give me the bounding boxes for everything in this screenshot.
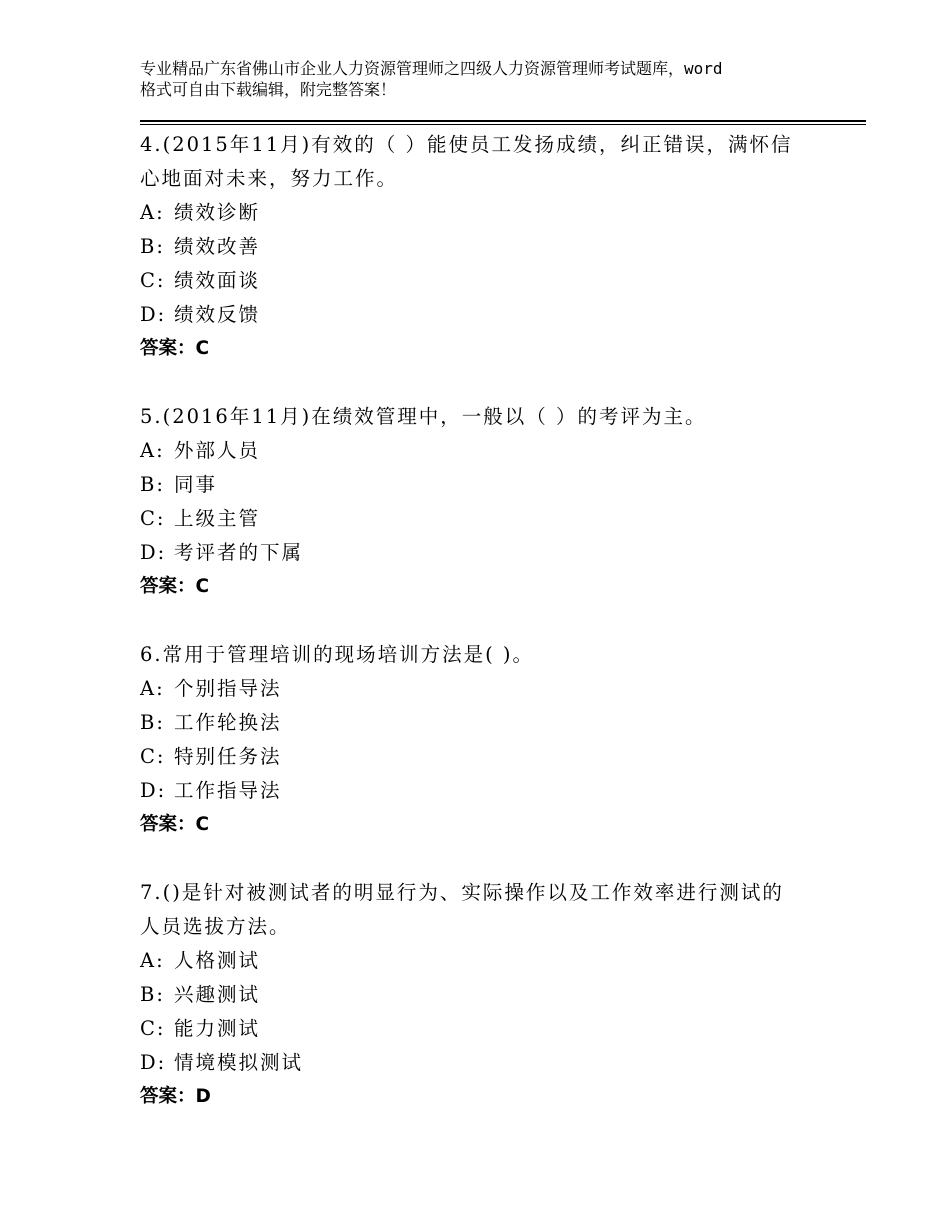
question-stem	[140, 638, 800, 672]
question-stem-line-1: 6.常用于管理培训的现场培训方法是( )。	[140, 643, 535, 666]
option-a	[140, 434, 840, 468]
header-divider	[140, 120, 866, 125]
option-letter: D:	[140, 1051, 167, 1074]
document-header	[140, 58, 840, 100]
question-stem	[140, 128, 800, 196]
option-letter: A:	[140, 677, 165, 700]
question-stem-line-1: 5.(2016年11月)在绩效管理中，一般以（ ）的考评为主。	[140, 405, 707, 428]
answer-label: 答案：C	[140, 814, 210, 835]
header-divider-thick	[140, 120, 866, 122]
option-letter: A:	[140, 201, 165, 224]
option-letter: D:	[140, 541, 167, 564]
option-text: 工作指导法	[174, 779, 282, 802]
question-stem	[140, 876, 800, 944]
option-d	[140, 774, 840, 808]
option-text: 同事	[174, 473, 218, 496]
option-b	[140, 978, 840, 1012]
option-text: 绩效面谈	[174, 269, 261, 292]
option-text: 人格测试	[174, 949, 261, 972]
option-c	[140, 264, 840, 298]
question-7	[140, 876, 840, 1114]
option-a	[140, 196, 840, 230]
question-spacer	[140, 366, 840, 400]
option-b	[140, 468, 840, 502]
option-letter: A:	[140, 439, 165, 462]
option-b	[140, 706, 840, 740]
option-letter: C:	[140, 269, 166, 292]
option-c	[140, 502, 840, 536]
option-letter: D:	[140, 779, 167, 802]
question-stem-line-2: 人员选拔方法。	[140, 915, 291, 938]
option-text: 考评者的下属	[174, 541, 304, 564]
option-letter: B:	[140, 983, 165, 1006]
option-letter: C:	[140, 745, 166, 768]
option-d	[140, 536, 840, 570]
option-text: 上级主管	[174, 507, 261, 530]
option-letter: B:	[140, 473, 165, 496]
question-spacer	[140, 842, 840, 876]
question-spacer	[140, 604, 840, 638]
option-text: 情境模拟测试	[174, 1051, 304, 1074]
option-d	[140, 298, 840, 332]
question-4	[140, 128, 840, 366]
question-5	[140, 400, 840, 604]
option-letter: B:	[140, 711, 165, 734]
question-stem-line-2: 心地面对未来，努力工作。	[140, 167, 399, 190]
option-a	[140, 672, 840, 706]
option-c	[140, 740, 840, 774]
option-letter: B:	[140, 235, 165, 258]
question-stem-line-1: 4.(2015年11月)有效的（ ）能使员工发扬成绩，纠正错误，满怀信	[140, 133, 793, 156]
option-text: 绩效诊断	[174, 201, 261, 224]
option-a	[140, 944, 840, 978]
option-text: 绩效改善	[174, 235, 261, 258]
option-letter: A:	[140, 949, 165, 972]
option-d	[140, 1046, 840, 1080]
option-text: 兴趣测试	[174, 983, 261, 1006]
option-letter: C:	[140, 1017, 166, 1040]
option-letter: D:	[140, 303, 167, 326]
option-b	[140, 230, 840, 264]
option-text: 绩效反馈	[174, 303, 261, 326]
option-text: 特别任务法	[174, 745, 282, 768]
question-6	[140, 638, 840, 842]
answer-label: 答案：C	[140, 576, 210, 597]
option-text: 工作轮换法	[174, 711, 282, 734]
header-divider-thin	[140, 124, 866, 125]
header-line-1: 专业精品广东省佛山市企业人力资源管理师之四级人力资源管理师考试题库，word	[140, 59, 723, 78]
option-text: 外部人员	[174, 439, 261, 462]
question-stem	[140, 400, 800, 434]
answer-label: 答案：C	[140, 338, 210, 359]
option-text: 能力测试	[174, 1017, 261, 1040]
question-stem-line-1: 7.()是针对被测试者的明显行为、实际操作以及工作效率进行测试的	[140, 881, 784, 904]
option-letter: C:	[140, 507, 166, 530]
option-text: 个别指导法	[174, 677, 282, 700]
header-line-2: 格式可自由下载编辑，附完整答案！	[140, 80, 397, 99]
option-c	[140, 1012, 840, 1046]
answer-label: 答案：D	[140, 1086, 211, 1107]
question-list	[140, 128, 840, 1114]
